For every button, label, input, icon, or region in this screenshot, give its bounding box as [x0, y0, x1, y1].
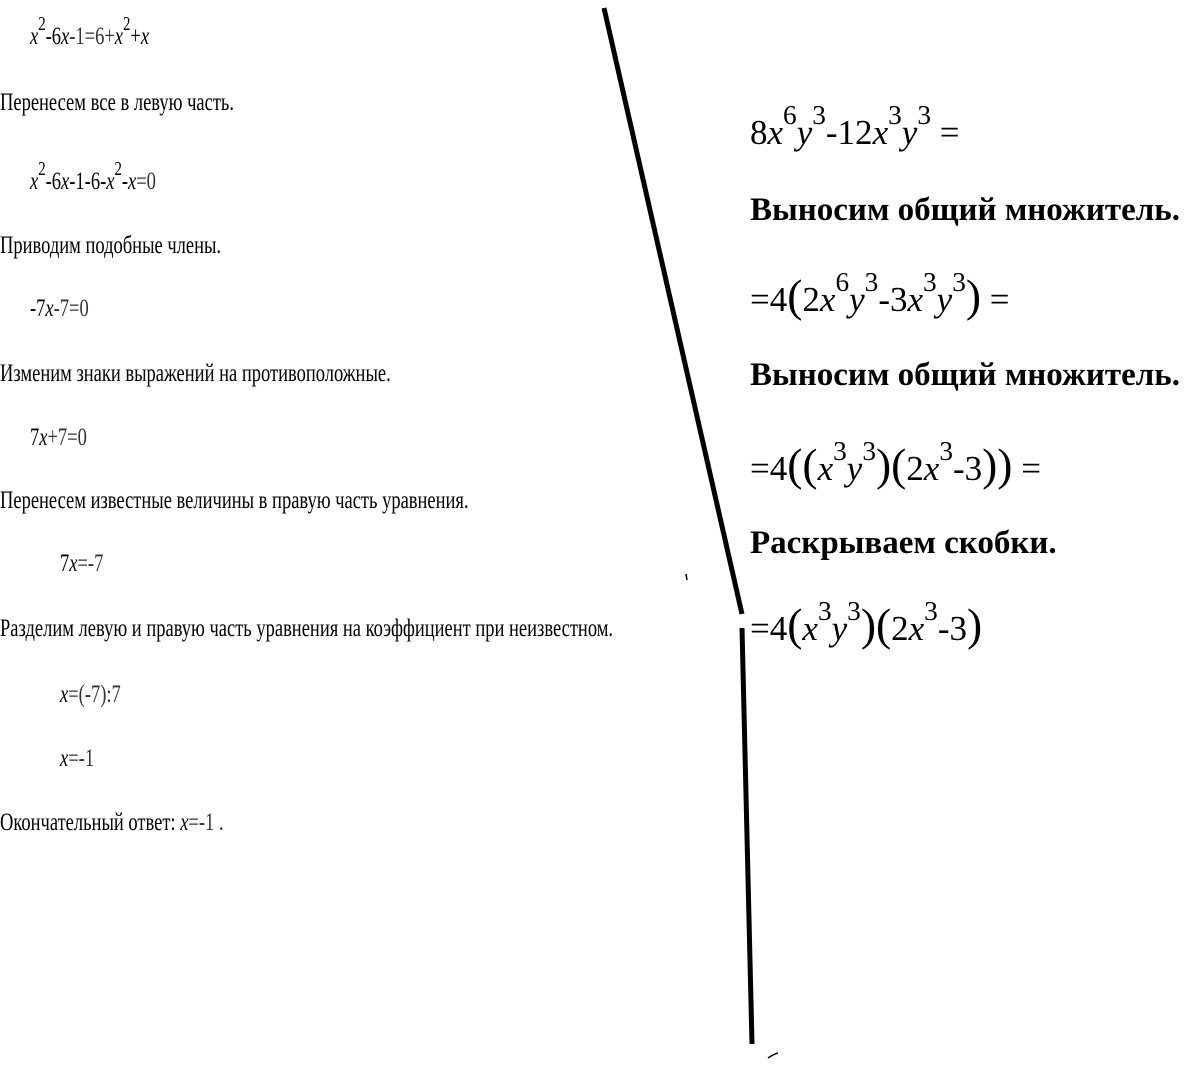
formula-line-3: $=4((x^3y^3)(2x^3-3))$ = — [750, 436, 1041, 490]
equation-line-6: x=(-7):7 — [60, 681, 121, 708]
step-text-2: Приводим подобные члены. — [0, 232, 222, 259]
step-text-1: Перенесем все в левую часть. — [0, 89, 234, 116]
equation-line-7: x=-1 — [60, 745, 95, 772]
equation-line-2: $x^2-6x-1-6-x^2-x=0$ — [30, 158, 156, 195]
step-text-4: Перенесем известные величины в правую часть уравнения. — [0, 487, 469, 514]
step-heading-1: Выносим общий множитель. — [750, 192, 1180, 228]
equation-line-5: 7x=-7 — [60, 550, 104, 577]
stray-mark — [768, 1053, 778, 1058]
equation-line-3: -7x-7=0 — [30, 295, 89, 322]
equation-line-4: 7x+7=0 — [30, 424, 87, 451]
divider-line-lower — [742, 628, 752, 1044]
step-heading-3: Раскрываем скобки. — [750, 525, 1057, 561]
stray-mark — [686, 574, 687, 580]
formula-line-1: $8x^6y^3-12x^3y^3$ = — [750, 100, 960, 152]
final-answer: Окончательный ответ: x=-1 . — [0, 809, 224, 836]
formula-line-2: $=4(2x^6y^3-3x^3y^3)$ = — [750, 267, 1010, 321]
step-text-3: Изменим знаки выражений на противоположные. — [0, 360, 391, 387]
step-heading-2: Выносим общий множитель. — [750, 357, 1180, 393]
equation-line-1: $x^2-6x-1=6+x^2+x$ — [30, 13, 150, 50]
step-text-5: Разделим левую и правую часть уравнения на коэффициент при неизвестном. — [0, 615, 614, 642]
formula-line-4: $=4(x^3y^3)(2x^3-3)$ — [750, 596, 983, 650]
divider-line-upper — [604, 8, 742, 614]
